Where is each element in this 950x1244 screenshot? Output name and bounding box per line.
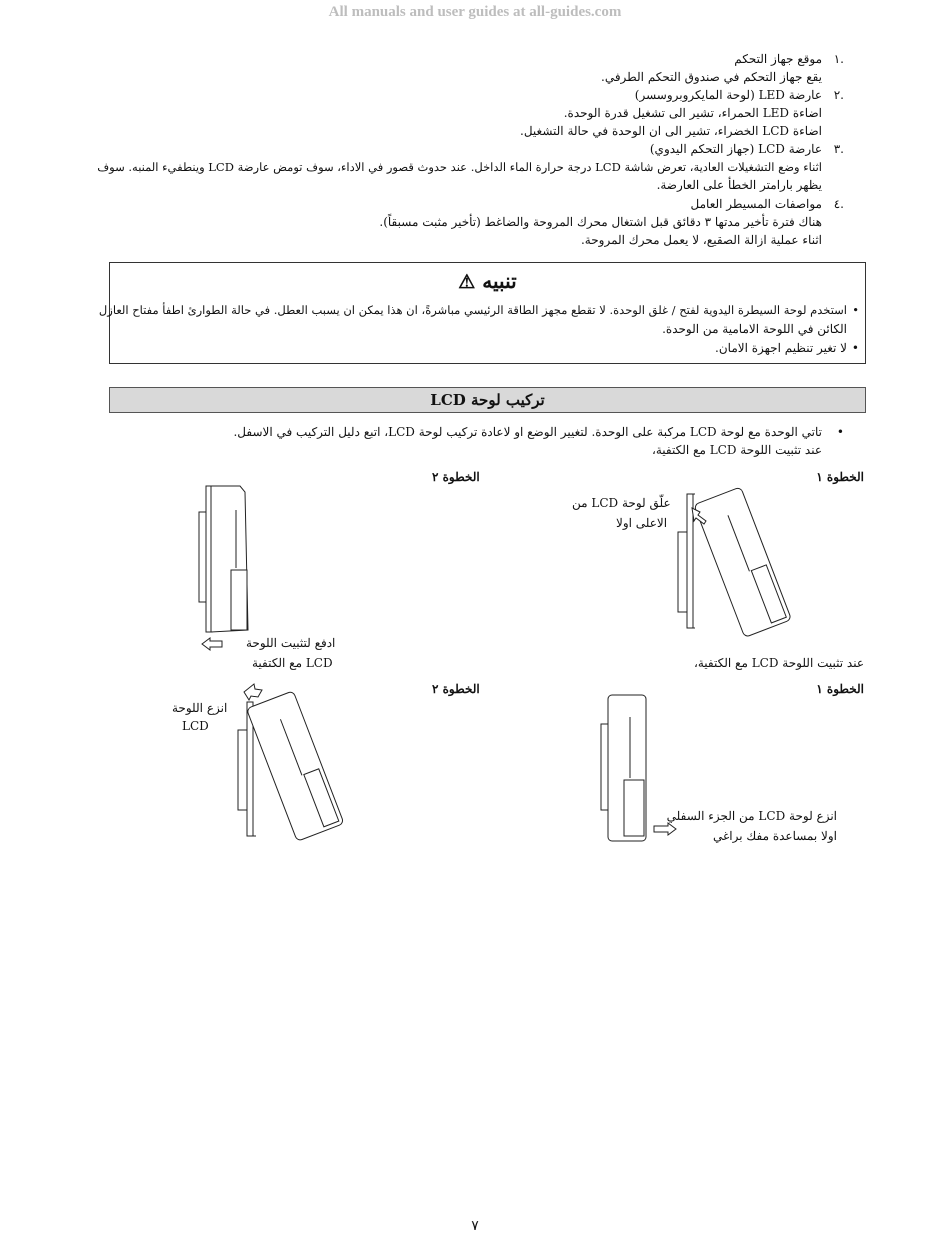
step-1-label-2: الخطوة ١ <box>816 682 864 696</box>
warning-triangle-icon: ⚠ <box>458 271 476 293</box>
install-intro-2: عند تثبيت اللوحة LCD مع الكتفية، <box>652 443 822 457</box>
hang-instruction-2: الاعلى اولا <box>616 516 668 530</box>
watermark: All manuals and user guides at all-guides.com <box>328 4 622 20</box>
caution-bullet-1: • استخدم لوحة السيطرة اليدوية لفتح / غلق الوحدة. لا تقطع مجهز الطاقة الرئيسي مباشرةً، ان هذا يمكن ان يسبب العطل. في حالة الطوارئ اطفأ مفتاح العازل <box>98 303 859 317</box>
item-4-number: .٤ <box>833 197 844 211</box>
push-arrow-icon <box>200 637 226 651</box>
page-number: ٧ <box>471 1218 479 1234</box>
step-2-remove-diagram <box>228 680 358 842</box>
step-1-remove-diagram <box>598 692 658 844</box>
section-2-intro: عند تثبيت اللوحة LCD مع الكتفية، <box>694 656 864 670</box>
step-1-label: الخطوة ١ <box>816 470 864 484</box>
caution-box <box>98 262 866 364</box>
remove-instruction-2: اولا بمساعدة مفك براغي <box>713 829 837 843</box>
item-3-line-1: اثناء وضع التشغيلات العادية، تعرض شاشة LCD درجة حرارة الماء الداخل. عند حدوث قصور في الاداء، سوف تومض عارضة LCD وينطفيء المنبه. سوف <box>97 160 822 174</box>
step-2-push-diagram <box>192 482 262 642</box>
item-4-line-2: اثناء عملية ازالة الصقيع، لا يعمل محرك المروحة. <box>580 233 822 247</box>
step-1-hang-diagram <box>670 482 800 637</box>
remove-top-instruction-1: انزع اللوحة <box>172 701 228 715</box>
item-2-number: .٢ <box>833 88 844 102</box>
item-4-title: .٤مواصفات المسيطر العامل <box>690 197 844 211</box>
section-banner: تركيب لوحة LCD <box>109 387 866 413</box>
remove-top-instruction-2: LCD <box>182 719 209 733</box>
item-2-title: .٢عارضة LED (لوحة المايكروبروسسر) <box>634 88 844 102</box>
item-4-line-1: هناك فترة تأخير مدتها ٣ دقائق قبل اشتغال محرك المروحة والضاغط (تأخير مثبت مسبقاً). <box>379 215 822 229</box>
install-intro-1: •تاتي الوحدة مع لوحة LCD مركبة على الوحدة. لتغيير الوضع او لاعادة تركيب لوحة LCD، اتبع دليل التركيب في الاسفل. <box>233 425 844 439</box>
caution-heading <box>110 269 865 293</box>
step-2-label-2: الخطوة ٢ <box>432 682 480 696</box>
item-3-number: .٣ <box>833 142 844 156</box>
caution-title: تنبيه <box>482 269 517 293</box>
caution-bullet-2: • لا تغير تنظيم اجهزة الامان. <box>715 341 859 355</box>
item-1-number: .١ <box>833 52 844 66</box>
push-instruction-1: ادفع لتثبيت اللوحة <box>246 636 336 650</box>
item-3-title: .٣عارضة LCD (جهاز التحكم اليدوي) <box>649 142 844 156</box>
item-1-title: .١موقع جهاز التحكم <box>734 52 844 66</box>
item-1-line-1: يقع جهاز التحكم في صندوق التحكم الطرفي. <box>601 70 822 84</box>
step-2-label: الخطوة ٢ <box>432 470 480 484</box>
push-instruction-2: LCD مع الكتفية <box>252 656 333 670</box>
item-2-line-2: اضاءة LCD الخضراء، تشير الى ان الوحدة في حالة التشغيل. <box>520 124 822 138</box>
caution-bullet-1-cont: الكائن في اللوحة الامامية من الوحدة. <box>662 322 847 336</box>
item-3-line-2: يظهر بارامتر الخطأ على العارضة. <box>656 178 822 192</box>
hang-instruction-1: علّق لوحة LCD من <box>572 496 671 510</box>
remove-instruction-1: انزع لوحة LCD من الجزء السفلي <box>666 809 837 823</box>
item-2-line-1: اضاءة LED الحمراء، تشير الى تشغيل قدرة الوحدة. <box>563 106 822 120</box>
